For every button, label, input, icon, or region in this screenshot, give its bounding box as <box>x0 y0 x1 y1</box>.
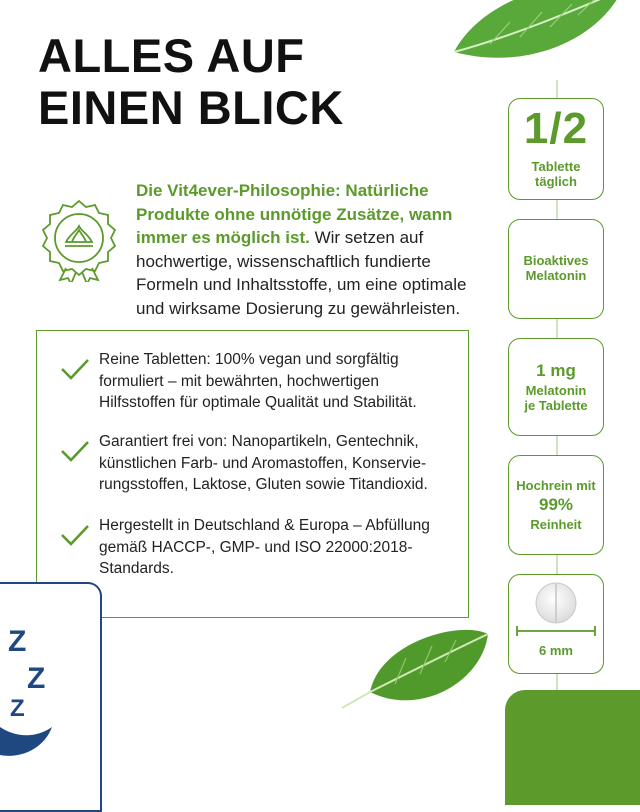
bioactive-label-2: Melatonin <box>525 268 587 283</box>
award-badge-icon <box>36 196 122 282</box>
dose-label-1: Tablette <box>531 159 581 174</box>
headline-line-2: EINEN BLICK <box>38 81 344 134</box>
feature-item <box>59 431 459 496</box>
amount-card <box>508 338 604 436</box>
dose-value: 1/2 <box>523 104 589 153</box>
purity-card <box>508 455 604 555</box>
features-box <box>36 330 469 618</box>
purity-label-2: Reinheit <box>530 517 582 532</box>
philosophy-body: Wir setzen auf hochwertige, wissenschaftlich fundierte Formeln und Inhaltsstoffe, um eine optimale und wirksame Dosierung zu gewährleisten. <box>136 228 467 318</box>
bioactive-label-1: Bioaktives <box>523 253 589 268</box>
sleep-z: Z <box>8 625 27 658</box>
check-icon <box>59 523 91 547</box>
dose-card <box>508 98 604 200</box>
check-icon <box>59 357 91 381</box>
green-corner-block <box>505 690 640 805</box>
feature-text: Hergestellt in Deutschland & Europa – Abfüllung gemäß HACCP-, GMP- und ISO 22000:2018-Standards. <box>99 517 430 577</box>
tablet-size-value: 6 mm <box>539 643 573 658</box>
sleep-z: Z <box>27 662 46 695</box>
feature-text: Garantiert frei von: Nanopartikeln, Gentechnik, künstlichen Farb- und Aromastoffen, Konservie-rungsstoffen, Laktose, Gluten sowie Titandioxid. <box>99 433 428 493</box>
feature-text: Reine Tabletten: 100% vegan und sorgfältig formuliert – mit bewährten, hochwertigen Hilfsstoffen für optimale Qualität und Stabilität. <box>99 351 417 411</box>
dose-label-2: täglich <box>535 174 577 189</box>
purity-value: 99% <box>538 495 574 514</box>
moon-icon <box>0 725 60 765</box>
feature-item <box>59 515 459 580</box>
tablet-icon <box>511 581 601 643</box>
leaf-icon <box>450 0 625 64</box>
purity-label-1: Hochrein mit <box>516 478 596 493</box>
bioactive-card <box>508 219 604 319</box>
amount-label-2: je Tablette <box>524 398 588 413</box>
check-icon <box>59 439 91 463</box>
feature-item <box>59 349 459 414</box>
sleep-z: Z <box>10 695 25 722</box>
headline-line-1: ALLES AUF <box>38 29 305 82</box>
tablet-size-card <box>508 574 604 674</box>
philosophy-text <box>136 179 486 320</box>
amount-value: 1 mg <box>536 361 576 380</box>
philosophy-highlight: Die Vit4ever-Philosophie: Natürliche Produkte ohne unnötige Zusätze, wann immer es möglich ist. <box>136 181 453 247</box>
page-title <box>38 30 458 134</box>
leaf-icon <box>340 622 490 714</box>
amount-label-1: Melatonin <box>525 383 587 398</box>
